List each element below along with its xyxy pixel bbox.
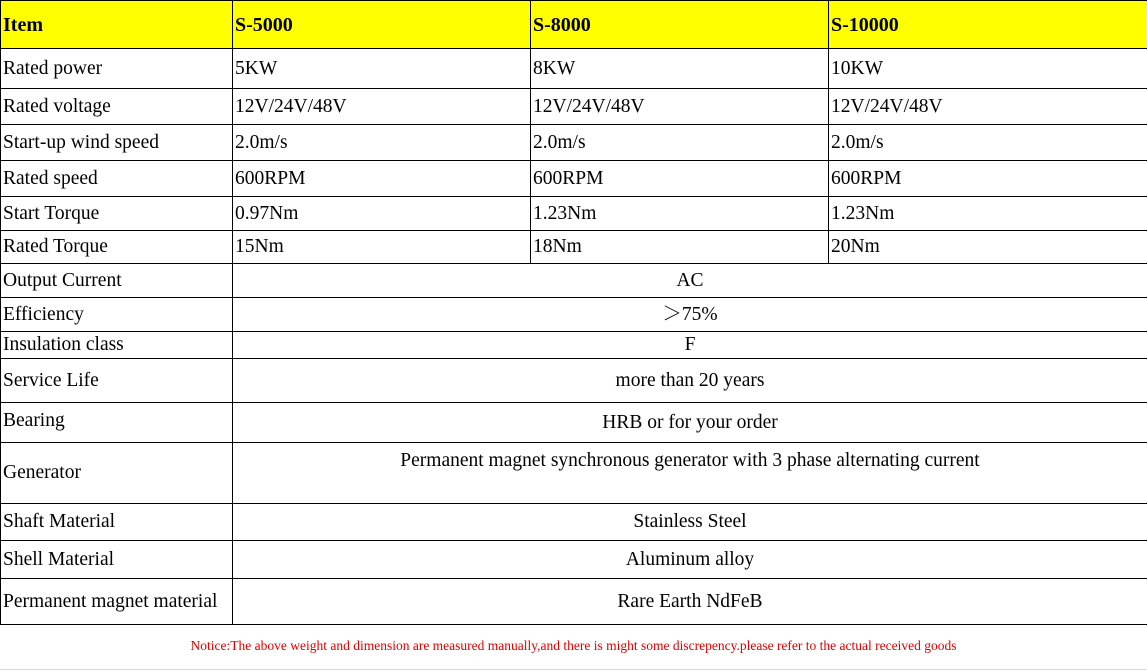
cell-value: 600RPM: [233, 161, 531, 197]
row-label: Output Current: [1, 264, 233, 298]
cell-value: 2.0m/s: [531, 125, 829, 161]
cell-value: 2.0m/s: [829, 125, 1147, 161]
cell-value: 15Nm: [233, 231, 531, 264]
cell-value: 10KW: [829, 49, 1147, 89]
cell-value: 20Nm: [829, 231, 1147, 264]
bottom-divider: [0, 669, 1147, 670]
cell-value: 5KW: [233, 49, 531, 89]
merged-cell-value: Stainless Steel: [233, 504, 1147, 541]
row-label: Insulation class: [1, 332, 233, 359]
table-row: [1, 541, 1147, 579]
cell-value: 0.97Nm: [233, 197, 531, 231]
row-label: Shaft Material: [1, 504, 233, 541]
row-label: Bearing: [1, 403, 233, 443]
row-label: Efficiency: [1, 298, 233, 332]
notice-text: Notice:The above weight and dimension are measured manually,and there is might some discrepency.please refer to the actual received goods: [190, 638, 957, 653]
row-label: Generator: [1, 443, 233, 504]
cell-value: 12V/24V/48V: [233, 89, 531, 125]
cell-value: 1.23Nm: [531, 197, 829, 231]
header-model-s5000: S-5000: [233, 1, 531, 49]
cell-value: 1.23Nm: [829, 197, 1147, 231]
table-row: [1, 332, 1147, 359]
header-model-s8000: S-8000: [531, 1, 829, 49]
cell-value: 600RPM: [531, 161, 829, 197]
row-label: Shell Material: [1, 541, 233, 579]
row-label: Permanent magnet material: [1, 579, 233, 625]
row-label: Start Torque: [1, 197, 233, 231]
row-label: Start-up wind speed: [1, 125, 233, 161]
cell-value: 2.0m/s: [233, 125, 531, 161]
cell-value: 8KW: [531, 49, 829, 89]
table-row: [1, 403, 1147, 443]
merged-cell-value: ＞75%: [233, 298, 1147, 332]
row-label: Rated power: [1, 49, 233, 89]
merged-cell-value: HRB or for your order: [233, 403, 1147, 443]
table-row: [1, 125, 1147, 161]
cell-value: 600RPM: [829, 161, 1147, 197]
row-label: Service Life: [1, 359, 233, 403]
table-row: [1, 504, 1147, 541]
table-row: [1, 359, 1147, 403]
table-row: [1, 231, 1147, 264]
table-row: [1, 298, 1147, 332]
merged-cell-value: F: [233, 332, 1147, 359]
table-row: [1, 89, 1147, 125]
table-row: [1, 49, 1147, 89]
row-label: Rated voltage: [1, 89, 233, 125]
cell-value: 18Nm: [531, 231, 829, 264]
merged-cell-value: Rare Earth NdFeB: [233, 579, 1147, 625]
merged-cell-value: Aluminum alloy: [233, 541, 1147, 579]
table-row: [1, 161, 1147, 197]
header-row: [1, 1, 1147, 49]
row-label: Rated speed: [1, 161, 233, 197]
merged-cell-value: AC: [233, 264, 1147, 298]
table-row: [1, 264, 1147, 298]
merged-cell-value: more than 20 years: [233, 359, 1147, 403]
cell-value: 12V/24V/48V: [531, 89, 829, 125]
merged-cell-value: Permanent magnet synchronous generator with 3 phase alternating current: [233, 443, 1147, 504]
table-row: [1, 579, 1147, 625]
row-label: Rated Torque: [1, 231, 233, 264]
table-row: [1, 197, 1147, 231]
header-model-s10000: S-10000: [829, 1, 1147, 49]
header-item: Item: [1, 1, 233, 49]
table-row: [1, 443, 1147, 504]
cell-value: 12V/24V/48V: [829, 89, 1147, 125]
